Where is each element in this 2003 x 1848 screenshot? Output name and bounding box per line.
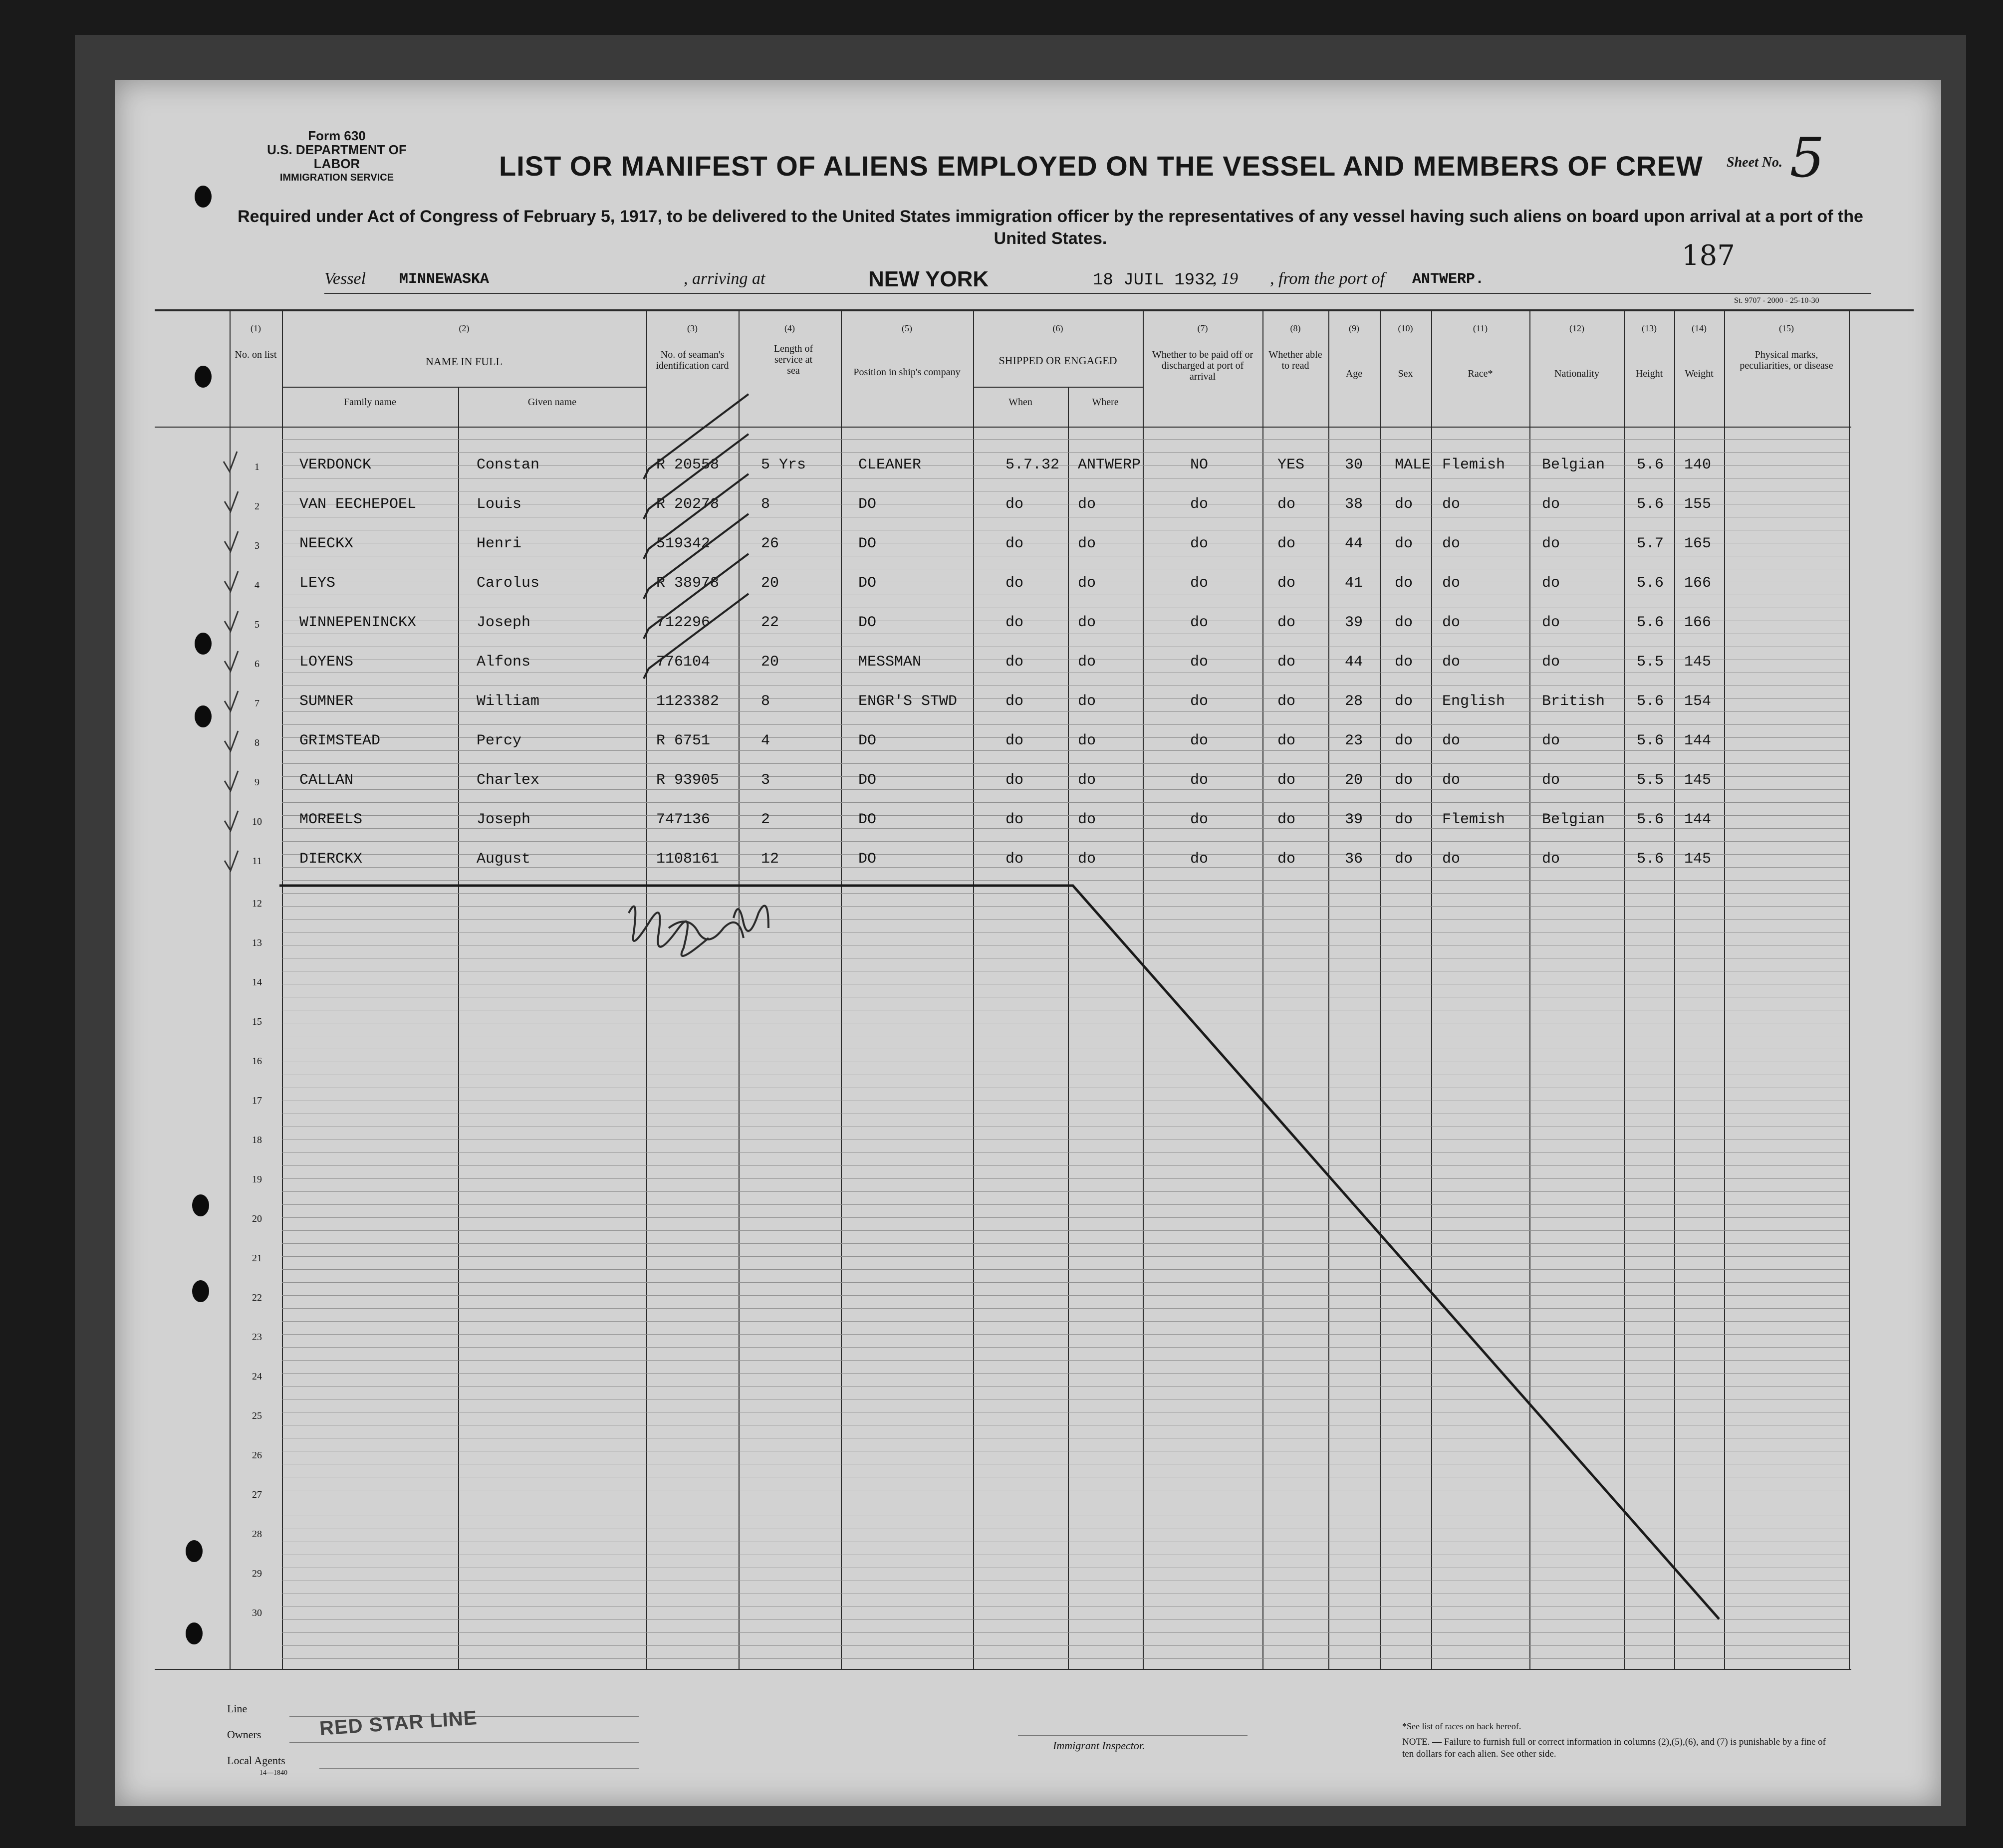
col4-number: (4): [784, 323, 795, 333]
cell-weight: 140: [1684, 457, 1712, 473]
empty-row-number: 19: [252, 1174, 262, 1185]
col8-header: Whether able to read: [1268, 349, 1322, 371]
cell-race: do: [1442, 654, 1461, 671]
cell-family: LOYENS: [299, 654, 354, 671]
cell-read: YES: [1277, 457, 1305, 473]
arriving-port: NEW YORK: [868, 267, 989, 291]
cell-height: 5.6: [1637, 811, 1664, 828]
agents-label: Local Agents: [227, 1754, 285, 1767]
cell-where: do: [1078, 496, 1096, 513]
col9-header: Age: [1345, 368, 1363, 379]
cell-when: do: [1005, 535, 1024, 552]
empty-row-number: 21: [252, 1253, 262, 1264]
cell-nationality: do: [1542, 496, 1560, 513]
cell-family: NEECKX: [299, 535, 354, 552]
cell-position: DO: [858, 811, 877, 828]
empty-row-number: 15: [252, 1016, 262, 1027]
col3-number: (3): [687, 323, 698, 333]
inspector-label: Immigrant Inspector.: [1053, 1739, 1145, 1752]
card-tick-marks: [644, 394, 749, 679]
col13-header: Height: [1635, 368, 1663, 379]
row-number: 2: [254, 501, 259, 512]
col8-number: (8): [1290, 323, 1301, 333]
cell-nationality: Belgian: [1542, 457, 1605, 473]
cell-height: 5.6: [1637, 496, 1664, 513]
cell-sex: do: [1395, 654, 1413, 671]
cell-race: English: [1442, 693, 1505, 710]
cell-age: 30: [1345, 457, 1363, 473]
cell-where: do: [1078, 614, 1096, 631]
cell-family: DIERCKX: [299, 851, 363, 868]
col7-header: Whether to be paid off or discharged at port of arrival: [1152, 349, 1253, 382]
cell-height: 5.6: [1637, 693, 1664, 710]
cell-when: do: [1005, 614, 1024, 631]
cell-position: DO: [858, 732, 877, 749]
col14-number: (14): [1692, 323, 1707, 333]
cell-given: Joseph: [477, 811, 531, 828]
cell-nationality: do: [1542, 575, 1560, 592]
cell-race: do: [1442, 614, 1461, 631]
empty-row-number: 25: [252, 1410, 262, 1421]
cell-service: 8: [761, 693, 770, 710]
empty-row-number: 27: [252, 1489, 262, 1500]
col3-header: No. of seaman's identification card: [656, 349, 729, 371]
cell-position: ENGR'S STWD: [858, 693, 958, 710]
cell-given: Percy: [477, 732, 522, 749]
cell-when: do: [1005, 496, 1024, 513]
cell-service: 20: [761, 654, 779, 671]
cell-height: 5.5: [1637, 772, 1664, 789]
cell-nationality: do: [1542, 614, 1560, 631]
cell-paid: do: [1190, 535, 1209, 552]
cell-card: 776104: [656, 654, 711, 671]
cell-age: 44: [1345, 654, 1363, 671]
row-number: 11: [252, 856, 262, 867]
cell-given: Charlex: [477, 772, 540, 789]
cell-age: 23: [1345, 732, 1363, 749]
cell-race: Flemish: [1442, 457, 1505, 473]
col1-header: No. on list: [235, 349, 277, 360]
row-number: 4: [254, 580, 259, 591]
arrival-date-stamp: 18 JUIL 1932: [1093, 271, 1215, 290]
cell-age: 38: [1345, 496, 1363, 513]
cell-position: DO: [858, 614, 877, 631]
cell-given: Constan: [477, 457, 540, 473]
cell-sex: do: [1395, 535, 1413, 552]
cell-paid: do: [1190, 575, 1209, 592]
cell-height: 5.6: [1637, 575, 1664, 592]
row-number: 7: [254, 698, 259, 709]
cell-nationality: do: [1542, 654, 1560, 671]
empty-row-number: 18: [252, 1135, 262, 1146]
cell-card: 1108161: [656, 851, 720, 868]
cell-height: 5.6: [1637, 457, 1664, 473]
col15-header: Physical marks, peculiarities, or disease: [1740, 349, 1833, 371]
col9-number: (9): [1349, 323, 1359, 333]
row-number: 10: [252, 816, 262, 827]
cell-paid: do: [1190, 693, 1209, 710]
empty-row-number: 12: [252, 898, 262, 909]
print-code: St. 9707 - 2000 - 25-10-30: [1734, 296, 1819, 305]
col10-number: (10): [1398, 323, 1413, 333]
cell-sex: do: [1395, 811, 1413, 828]
form-number: Form 630: [308, 128, 366, 143]
cell-age: 39: [1345, 811, 1363, 828]
empty-row-number: 13: [252, 937, 262, 948]
cell-position: MESSMAN: [858, 654, 922, 671]
cell-read: do: [1277, 693, 1296, 710]
cell-race: Flemish: [1442, 811, 1505, 828]
cell-service: 8: [761, 496, 770, 513]
department-name: U.S. DEPARTMENT OF LABOR: [267, 142, 407, 171]
cell-height: 5.6: [1637, 614, 1664, 631]
cell-sex: do: [1395, 693, 1413, 710]
cell-service: 2: [761, 811, 770, 828]
col2-header: NAME IN FULL: [426, 355, 502, 368]
cell-sex: do: [1395, 575, 1413, 592]
cell-position: DO: [858, 575, 877, 592]
cell-sex: do: [1395, 851, 1413, 868]
cell-given: Carolus: [477, 575, 540, 592]
cell-family: SUMNER: [299, 693, 354, 710]
cell-family: LEYS: [299, 575, 336, 592]
empty-row-number: 28: [252, 1529, 262, 1540]
col10-header: Sex: [1398, 368, 1413, 379]
cell-when: do: [1005, 811, 1024, 828]
cell-card: R 20558: [656, 457, 720, 473]
cell-height: 5.7: [1637, 535, 1664, 552]
empty-row-number: 29: [252, 1568, 262, 1579]
cell-height: 5.6: [1637, 732, 1664, 749]
cell-sex: do: [1395, 732, 1413, 749]
col2-number: (2): [459, 323, 470, 333]
cell-race: do: [1442, 535, 1461, 552]
cell-nationality: do: [1542, 851, 1560, 868]
empty-row-number: 16: [252, 1056, 262, 1067]
cell-paid: do: [1190, 654, 1209, 671]
cell-family: MOREELS: [299, 811, 363, 828]
cell-nationality: Belgian: [1542, 811, 1605, 828]
col6-number: (6): [1052, 323, 1063, 333]
races-note: *See list of races on back hereof.: [1402, 1721, 1521, 1731]
cell-given: William: [477, 693, 540, 710]
row-number: 5: [254, 619, 259, 630]
cell-read: do: [1277, 772, 1296, 789]
cell-age: 20: [1345, 772, 1363, 789]
cell-where: do: [1078, 535, 1096, 552]
penalty-note: NOTE. — Failure to furnish full or correct information in columns (2),(5),(6), and (7) is punishable by a fine of ten dollars for each alien. See other side.: [1402, 1737, 1826, 1759]
col12-number: (12): [1569, 323, 1584, 333]
arriving-label: , arriving at: [684, 269, 765, 288]
cell-family: WINNEPENINCKX: [299, 614, 417, 631]
empty-row-number: 22: [252, 1292, 262, 1303]
cell-service: 22: [761, 614, 779, 631]
empty-row-number: 23: [252, 1332, 262, 1343]
cell-card: 519342: [656, 535, 711, 552]
row-number: 8: [254, 737, 259, 748]
cell-where: do: [1078, 851, 1096, 868]
cell-card: 1123382: [656, 693, 720, 710]
empty-row-number: 26: [252, 1450, 262, 1461]
col4-header: Length of service at sea: [773, 343, 813, 376]
cell-sex: do: [1395, 496, 1413, 513]
owners-label: Owners: [227, 1728, 261, 1741]
cell-position: DO: [858, 535, 877, 552]
cell-where: do: [1078, 693, 1096, 710]
cell-where: do: [1078, 575, 1096, 592]
cell-family: VERDONCK: [299, 457, 372, 473]
cell-paid: do: [1190, 614, 1209, 631]
cell-where: do: [1078, 811, 1096, 828]
col5-number: (5): [902, 323, 912, 333]
vessel-label: Vessel: [324, 269, 366, 288]
cell-paid: do: [1190, 732, 1209, 749]
owners-underline: [289, 1742, 639, 1743]
cell-sex: do: [1395, 772, 1413, 789]
cell-paid: do: [1190, 496, 1209, 513]
cell-service: 20: [761, 575, 779, 592]
col15-number: (15): [1779, 323, 1794, 333]
cell-when: do: [1005, 693, 1024, 710]
cell-weight: 144: [1684, 811, 1712, 828]
cell-nationality: do: [1542, 772, 1560, 789]
cell-service: 12: [761, 851, 779, 868]
cell-weight: 155: [1684, 496, 1712, 513]
cell-age: 36: [1345, 851, 1363, 868]
requirement-text: Required under Act of Congress of February 5, 1917, to be delivered to the United States immigration officer by the representatives of any vessel having such aliens on board upon arrival at a port of the United States.: [238, 207, 1863, 248]
empty-row-number: 20: [252, 1213, 262, 1224]
cell-position: DO: [858, 851, 877, 868]
cell-race: do: [1442, 496, 1461, 513]
cell-nationality: do: [1542, 535, 1560, 552]
cell-card: R 38978: [656, 575, 720, 592]
cell-read: do: [1277, 654, 1296, 671]
cell-where: do: [1078, 772, 1096, 789]
cell-card: 712296: [656, 614, 711, 631]
cell-sex: do: [1395, 614, 1413, 631]
inspector-signature: [629, 906, 768, 956]
cell-card: R 20278: [656, 496, 720, 513]
cell-position: DO: [858, 496, 877, 513]
cell-sex: MALE: [1395, 457, 1431, 473]
cell-given: August: [477, 851, 531, 868]
cell-read: do: [1277, 575, 1296, 592]
col6-header: SHIPPED OR ENGAGED: [999, 354, 1117, 367]
cell-given: Joseph: [477, 614, 531, 631]
cell-family: CALLAN: [299, 772, 354, 789]
cell-family: GRIMSTEAD: [299, 732, 381, 749]
year-label: , 19: [1213, 269, 1238, 288]
cell-read: do: [1277, 535, 1296, 552]
cell-age: 28: [1345, 693, 1363, 710]
cell-when: do: [1005, 851, 1024, 868]
cell-weight: 145: [1684, 772, 1712, 789]
cell-paid: do: [1190, 851, 1209, 868]
check-marks: [224, 452, 238, 871]
cell-paid: NO: [1190, 457, 1209, 473]
cell-weight: 166: [1684, 614, 1712, 631]
line-label: Line: [227, 1702, 248, 1715]
cell-age: 44: [1345, 535, 1363, 552]
empty-row-number: 30: [252, 1608, 262, 1618]
cell-service: 26: [761, 535, 779, 552]
cell-weight: 145: [1684, 654, 1712, 671]
cell-age: 41: [1345, 575, 1363, 592]
strike-line: [279, 886, 1719, 1619]
cell-position: DO: [858, 772, 877, 789]
empty-row-number: 17: [252, 1095, 262, 1106]
agents-underline: [319, 1768, 639, 1769]
cell-card: R 6751: [656, 732, 711, 749]
cell-race: do: [1442, 772, 1461, 789]
cell-weight: 165: [1684, 535, 1712, 552]
inspector-underline: [1018, 1735, 1248, 1736]
family-name-header: Family name: [344, 397, 396, 408]
form-code: 14—1840: [259, 1769, 287, 1777]
sheet-number: 5: [1789, 126, 1825, 190]
given-name-header: Given name: [527, 397, 577, 408]
vessel-name: MINNEWASKA: [399, 271, 490, 288]
cell-given: Henri: [477, 535, 522, 552]
page-number: 187: [1682, 239, 1735, 272]
col7-number: (7): [1197, 323, 1208, 333]
document-title: LIST OR MANIFEST OF ALIENS EMPLOYED ON THE VESSEL AND MEMBERS OF CREW: [499, 150, 1703, 182]
cell-age: 39: [1345, 614, 1363, 631]
cell-given: Alfons: [477, 654, 531, 671]
col11-header: Race*: [1468, 368, 1493, 379]
cell-read: do: [1277, 732, 1296, 749]
cell-weight: 144: [1684, 732, 1712, 749]
cell-when: 5.7.32: [1005, 457, 1060, 473]
cell-weight: 154: [1684, 693, 1712, 710]
sheet-label: Sheet No.: [1727, 155, 1782, 170]
col5-header: Position in ship's company: [853, 367, 961, 378]
cell-paid: do: [1190, 772, 1209, 789]
cell-height: 5.5: [1637, 654, 1664, 671]
cell-service: 3: [761, 772, 770, 789]
cell-race: do: [1442, 851, 1461, 868]
service-name: IMMIGRATION SERVICE: [279, 172, 394, 183]
col14-header: Weight: [1685, 368, 1714, 379]
cell-service: 4: [761, 732, 770, 749]
col1-number: (1): [250, 323, 261, 333]
cell-where: do: [1078, 654, 1096, 671]
cell-race: do: [1442, 575, 1461, 592]
red-star-line-stamp: RED STAR LINE: [318, 1707, 478, 1740]
cell-position: CLEANER: [858, 457, 922, 473]
from-port: ANTWERP.: [1412, 271, 1485, 288]
cell-service: 5 Yrs: [761, 457, 806, 473]
col13-number: (13): [1642, 323, 1657, 333]
cell-given: Louis: [477, 496, 522, 513]
row-number: 9: [254, 777, 259, 788]
cell-height: 5.6: [1637, 851, 1664, 868]
cell-family: VAN EECHEPOEL: [299, 496, 417, 513]
cell-where: do: [1078, 732, 1096, 749]
cell-when: do: [1005, 654, 1024, 671]
cell-where: ANTWERP: [1078, 457, 1141, 473]
cell-nationality: British: [1542, 693, 1605, 710]
empty-row-number: 14: [252, 977, 262, 988]
cell-when: do: [1005, 772, 1024, 789]
row-number: 3: [254, 540, 259, 551]
row-number: 1: [254, 462, 259, 472]
col11-number: (11): [1473, 323, 1488, 333]
cell-read: do: [1277, 614, 1296, 631]
cell-race: do: [1442, 732, 1461, 749]
cell-read: do: [1277, 496, 1296, 513]
cell-read: do: [1277, 851, 1296, 868]
empty-row-number: 24: [252, 1371, 262, 1382]
cell-card: R 93905: [656, 772, 720, 789]
shipped-when-header: When: [1008, 397, 1032, 408]
cell-paid: do: [1190, 811, 1209, 828]
cell-weight: 166: [1684, 575, 1712, 592]
from-port-label: , from the port of: [1270, 269, 1385, 288]
cell-read: do: [1277, 811, 1296, 828]
cell-when: do: [1005, 575, 1024, 592]
cell-nationality: do: [1542, 732, 1560, 749]
cell-weight: 145: [1684, 851, 1712, 868]
row-number: 6: [254, 659, 259, 670]
shipped-where-header: Where: [1092, 397, 1119, 408]
cell-card: 747136: [656, 811, 711, 828]
col12-header: Nationality: [1554, 368, 1599, 379]
cell-when: do: [1005, 732, 1024, 749]
